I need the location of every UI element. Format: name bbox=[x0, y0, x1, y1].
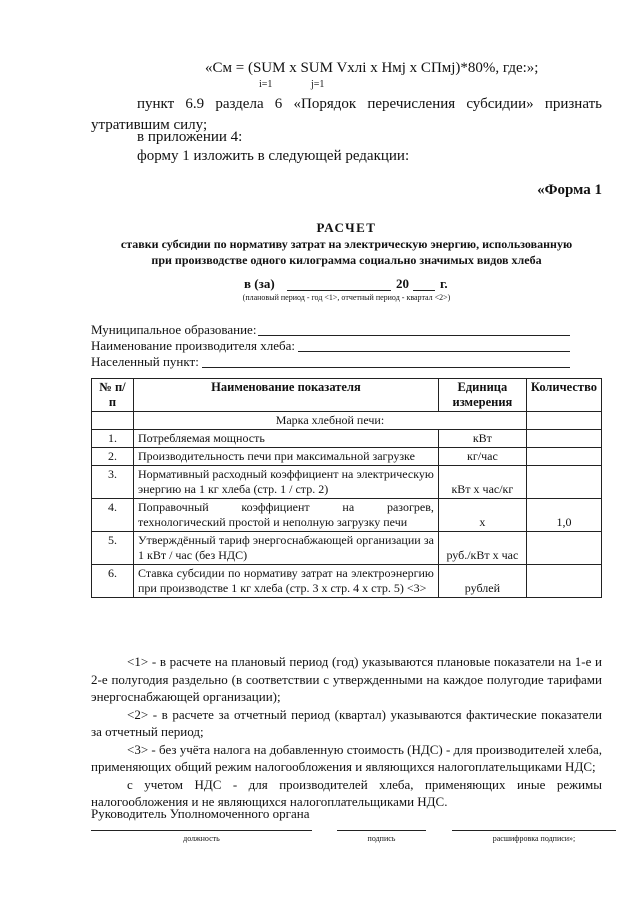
doc-subtitle-1: ставки субсидии по нормативу затрат на электрическую энергию, использованную bbox=[120, 237, 573, 251]
amend-line-3: форму 1 изложить в следующей редакции: bbox=[137, 148, 410, 164]
row-unit: кг/час bbox=[438, 448, 526, 466]
period-year: 20 bbox=[396, 276, 409, 291]
table-row bbox=[92, 499, 602, 532]
group-label: Марка хлебной печи: bbox=[133, 412, 526, 430]
amend-line-2: в приложении 4: bbox=[137, 129, 243, 145]
doc-subtitle-2: при производстве одного килограмма социально значимых видов хлеба bbox=[151, 253, 542, 267]
period-hint: (плановый период - год <1>, отчетный период - квартал <2>) bbox=[242, 293, 451, 302]
formula-index-i: i=1 bbox=[259, 79, 273, 90]
row-unit: x bbox=[438, 499, 526, 532]
row-name: Нормативный расходный коэффициент на электрическую энергию на 1 кг хлеба (стр. 1 / стр. 2) bbox=[133, 466, 438, 499]
header-name: Наименование показателя bbox=[133, 379, 438, 412]
amend-line-1a: пункт 6.9 раздела 6 «Порядок перечисления субсидии» признать bbox=[137, 96, 602, 112]
formula-line: «Cм = (SUM x SUM Vxлi x Hмj x CПмj)*80%, где:»; bbox=[205, 60, 539, 76]
field-municipality-line[interactable] bbox=[258, 335, 570, 336]
row-qty[interactable] bbox=[526, 532, 601, 565]
row-qty[interactable] bbox=[526, 430, 601, 448]
field-producer-line[interactable] bbox=[298, 351, 570, 352]
row-unit: рублей bbox=[438, 565, 526, 598]
footnote-2: <2> - в расчете за отчетный период (квартал) указываются фактические показатели за отчетный период; bbox=[91, 706, 602, 739]
row-unit: кВт bbox=[438, 430, 526, 448]
signature-sign-line[interactable] bbox=[337, 830, 426, 831]
header-unit: Единица измерения bbox=[438, 379, 526, 412]
row-num: 1. bbox=[92, 430, 134, 448]
signature-decode-line[interactable] bbox=[452, 830, 616, 831]
signature-sign-caption: подпись bbox=[367, 834, 396, 843]
row-unit: руб./кВт x час bbox=[438, 532, 526, 565]
field-settlement-line[interactable] bbox=[202, 367, 570, 368]
amend-line-1b: утратившим силу; bbox=[91, 117, 208, 133]
header-qty: Количество bbox=[526, 379, 601, 412]
signature-head: Руководитель Уполномоченного органа bbox=[91, 806, 310, 821]
row-qty[interactable] bbox=[526, 466, 601, 499]
row-name: Производительность печи при максимальной загрузке bbox=[133, 448, 438, 466]
footnotes bbox=[91, 653, 602, 811]
signature-position-caption: должность bbox=[183, 834, 220, 843]
formula-index-j: j=1 bbox=[311, 79, 325, 90]
period-prefix: в (за) bbox=[244, 276, 275, 291]
table-row bbox=[92, 532, 602, 565]
period-year-blank bbox=[413, 290, 435, 291]
signature-decode-caption: расшифровка подписи»; bbox=[492, 834, 576, 843]
table-row bbox=[92, 466, 602, 499]
form-label: «Форма 1 bbox=[537, 182, 602, 198]
period-suffix: г. bbox=[440, 276, 448, 291]
row-qty[interactable]: 1,0 bbox=[526, 499, 601, 532]
doc-title: РАСЧЕТ bbox=[316, 220, 377, 235]
row-num: 4. bbox=[92, 499, 134, 532]
row-unit: кВт x час/кг bbox=[438, 466, 526, 499]
table-row bbox=[92, 430, 602, 448]
table-row bbox=[92, 565, 602, 598]
row-name: Ставка субсидии по нормативу затрат на электроэнергию при производстве 1 кг хлеба (стр. 3 x стр. 4 x стр. 5) <3> bbox=[133, 565, 438, 598]
row-name: Потребляемая мощность bbox=[133, 430, 438, 448]
footnote-3: <3> - без учёта налога на добавленную стоимость (НДС) - для производителей хлеба, применяющих общий режим налогообложения и являющихся налогоплательщиками НДС; bbox=[91, 741, 602, 774]
group-row bbox=[92, 412, 602, 430]
row-num: 6. bbox=[92, 565, 134, 598]
period-blank bbox=[287, 290, 391, 291]
field-settlement-label: Населенный пункт: bbox=[91, 354, 199, 369]
row-num: 3. bbox=[92, 466, 134, 499]
header-num: № п/п bbox=[92, 379, 134, 412]
table-row bbox=[92, 448, 602, 466]
table-header-row bbox=[92, 379, 602, 412]
row-name: Утверждённый тариф энергоснабжающей организации за 1 кВт / час (без НДС) bbox=[133, 532, 438, 565]
field-municipality-label: Муниципальное образование: bbox=[91, 322, 257, 337]
footnote-1: <1> - в расчете на плановый период (год) указываются плановые показатели на 1-е и 2-е полугодия раздельно (в соответствии с утвержденными на каждое полугодие тарифами энергоснабжающей организации); bbox=[91, 654, 602, 704]
row-qty[interactable] bbox=[526, 565, 601, 598]
footnote-3-cont: с учетом НДС - для производителей хлеба, применяющих иные режимы налогообложения и не являющихся налогоплательщиками НДС. bbox=[91, 776, 602, 809]
row-num: 2. bbox=[92, 448, 134, 466]
field-producer-label: Наименование производителя хлеба: bbox=[91, 338, 295, 353]
row-qty[interactable] bbox=[526, 448, 601, 466]
row-name: Поправочный коэффициент на разогрев, технологический простой и неполную загрузку печи bbox=[133, 499, 438, 532]
row-num: 5. bbox=[92, 532, 134, 565]
calc-table bbox=[91, 378, 602, 598]
signature-position-line[interactable] bbox=[91, 830, 312, 831]
